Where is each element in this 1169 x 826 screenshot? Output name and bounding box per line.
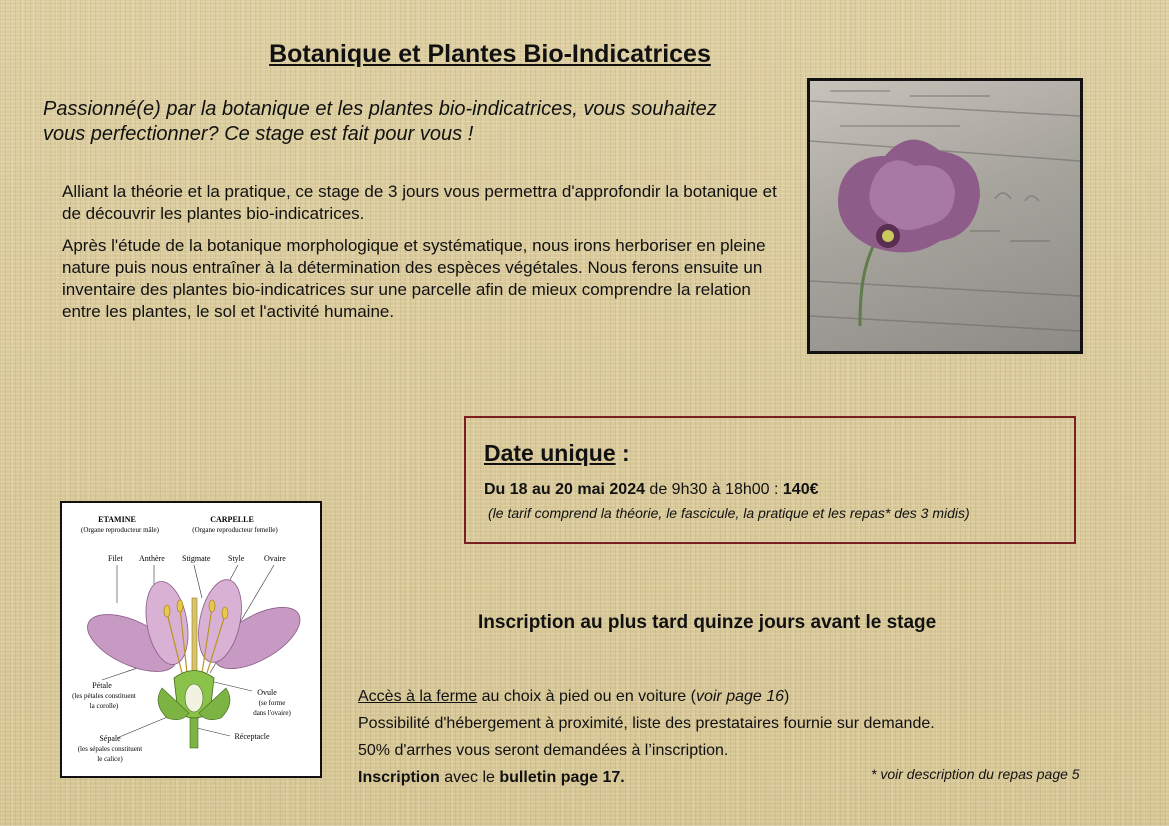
label-ovule: Ovule: [257, 688, 277, 697]
label-sepale: Sépale: [99, 734, 121, 743]
date-line: [484, 481, 818, 499]
label-style: Style: [228, 554, 245, 563]
date-hours: de 9h30 à 18h00 :: [644, 481, 783, 498]
label-ovule-sub2: dans l'ovaire): [253, 709, 291, 717]
inscription-deadline: Inscription au plus tard quinze jours avant le stage: [478, 612, 937, 633]
label-petale-sub2: la corolle): [89, 702, 119, 710]
label-ovaire: Ovaire: [264, 554, 286, 563]
label-anthere: Anthère: [139, 554, 165, 563]
label-etamine-sub: (Organe reproducteur mâle): [81, 526, 159, 534]
label-ovule-sub1: (se forme: [258, 699, 286, 707]
inscription-word: Inscription: [358, 769, 440, 786]
practical-info: [358, 683, 935, 791]
description: [62, 181, 782, 333]
paragraph-theory: Alliant la théorie et la pratique, ce stage de 3 jours vous permettra d'approfondir la botanique et de découvrir les plantes bio-indicatrices.: [62, 182, 777, 223]
intro-text: Passionné(e) par la botanique et les plantes bio-indicatrices, vous souhaitez vous perfectionner? Ce stage est fait pour vous !: [43, 98, 717, 145]
date-title: [484, 440, 630, 467]
label-sepale-sub2: le calice): [97, 755, 123, 763]
label-petale-sub1: (les pétales constituent: [72, 692, 136, 700]
label-petale: Pétale: [92, 681, 112, 690]
access-text: au choix à pied ou en voiture (: [477, 688, 696, 705]
date-title-label: Date unique: [484, 440, 616, 466]
price: 140€: [782, 481, 819, 498]
date-box: [464, 416, 1076, 544]
poppy-image: [810, 81, 1080, 351]
access-line: [358, 683, 935, 710]
poppy-photo: [807, 78, 1083, 354]
flower-diagram: [60, 501, 322, 778]
access-link[interactable]: Accès à la ferme: [358, 688, 478, 705]
date-title-colon: :: [615, 440, 630, 466]
inscription-line: [358, 764, 935, 791]
label-stigmate: Stigmate: [182, 554, 211, 563]
date-range: Du 18 au 20 mai 2024: [484, 481, 645, 498]
price-note: (le tarif comprend la théorie, le fascicule, la pratique et les repas* des 3 midis): [488, 505, 970, 521]
label-carpelle-sub: (Organe reproducteur femelle): [192, 526, 278, 534]
label-filet: Filet: [108, 554, 123, 563]
paragraph-program: Après l'étude de la botanique morphologique et systématique, nous irons herboriser en pleine nature puis nous entraîner à la détermination des espèces végétales. Nous ferons ensuite un inventaire des plantes bio-indicatrices sur une parcelle afin de mieux comprendre la relation entre les plantes, le sol et l'activité humaine.: [62, 236, 766, 321]
label-sepale-sub1: (les sépales constituent: [77, 745, 143, 753]
label-carpelle: CARPELLE: [210, 515, 254, 524]
label-etamine: ETAMINE: [98, 515, 136, 524]
bulletin-ref: bulletin page 17.: [499, 769, 625, 786]
label-receptacle: Réceptacle: [234, 732, 270, 741]
meal-footnote: * voir description du repas page 5: [871, 766, 1080, 782]
page-title: Botanique et Plantes Bio-Indicatrices: [269, 40, 711, 68]
deposit-line: 50% d'arrhes vous seront demandées à l’inscription.: [358, 742, 729, 759]
access-close: ): [784, 688, 790, 705]
flower-diagram-image: [62, 503, 320, 776]
lodging-line: Possibilité d'hébergement à proximité, liste des prestataires fournie sur demande.: [358, 715, 935, 732]
access-page-ref: voir page 16: [695, 688, 785, 705]
with-the-text: avec le: [439, 769, 500, 786]
